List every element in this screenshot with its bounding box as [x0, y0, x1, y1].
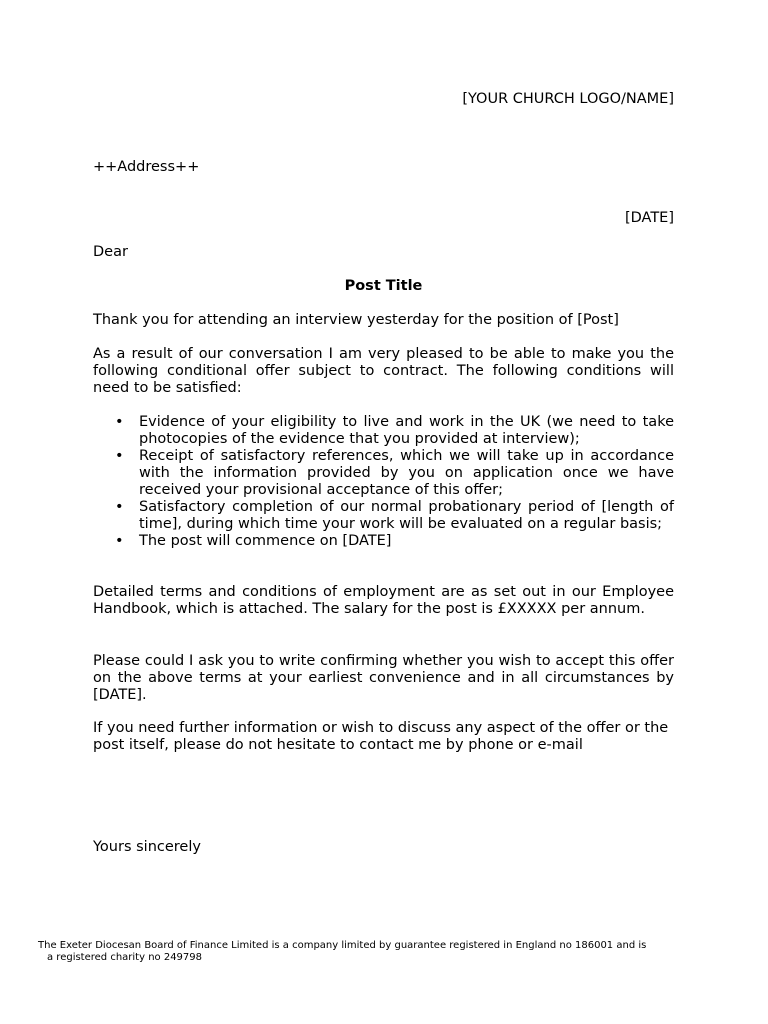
- paragraph-conditional-offer: As a result of our conversation I am very pleased to be able to make you the following conditional offer subject to contract. The following conditions will need to be satisfied:: [93, 346, 674, 396]
- paragraph-terms-salary: Detailed terms and conditions of employment are as set out in our Employee Handbook, which is attached. The salary for the post is £XXXXX per annum.: [93, 584, 674, 617]
- salutation: Dear: [93, 244, 128, 260]
- bullet-icon: •: [115, 414, 124, 430]
- footer-line-1: The Exeter Diocesan Board of Finance Limited is a company limited by guarantee registered in England no 186001 and is: [38, 940, 647, 951]
- condition-text: Satisfactory completion of our normal probationary period of [length of time], during which time your work will be evaluated on a regular basis;: [139, 499, 674, 532]
- paragraph-further-info: If you need further information or wish to discuss any aspect of the offer or the post itself, please do not hesitate to contact me by phone or e-mail: [93, 720, 669, 753]
- footer-legal-notice: [38, 940, 678, 964]
- footer-line-2: a registered charity no 249798: [47, 952, 203, 963]
- conditions-list: [93, 414, 674, 550]
- list-item: [93, 414, 674, 448]
- list-item: [93, 499, 674, 533]
- closing: Yours sincerely: [93, 839, 201, 855]
- paragraph-confirm-acceptance: Please could I ask you to write confirming whether you wish to accept this offer on the above terms at your earliest convenience and in all circumstances by [DATE].: [93, 653, 674, 703]
- condition-text: Receipt of satisfactory references, which we will take up in accordance with the information provided by you on application once we have received your provisional acceptance of this offer;: [139, 448, 674, 498]
- paragraph-interview-thanks: Thank you for attending an interview yesterday for the position of [Post]: [93, 312, 619, 328]
- bullet-icon: •: [115, 499, 124, 515]
- list-item: [93, 533, 674, 550]
- post-title: Post Title: [344, 278, 423, 294]
- list-item: [93, 448, 674, 499]
- recipient-address: ++Address++: [93, 159, 200, 175]
- bullet-icon: •: [115, 533, 124, 549]
- condition-text: Evidence of your eligibility to live and work in the UK (we need to take photocopies of the evidence that you provided at interview);: [139, 414, 674, 447]
- letter-date: [DATE]: [624, 210, 674, 226]
- church-logo-name: [YOUR CHURCH LOGO/NAME]: [462, 91, 674, 107]
- condition-text: The post will commence on [DATE]: [139, 533, 392, 549]
- bullet-icon: •: [115, 448, 124, 464]
